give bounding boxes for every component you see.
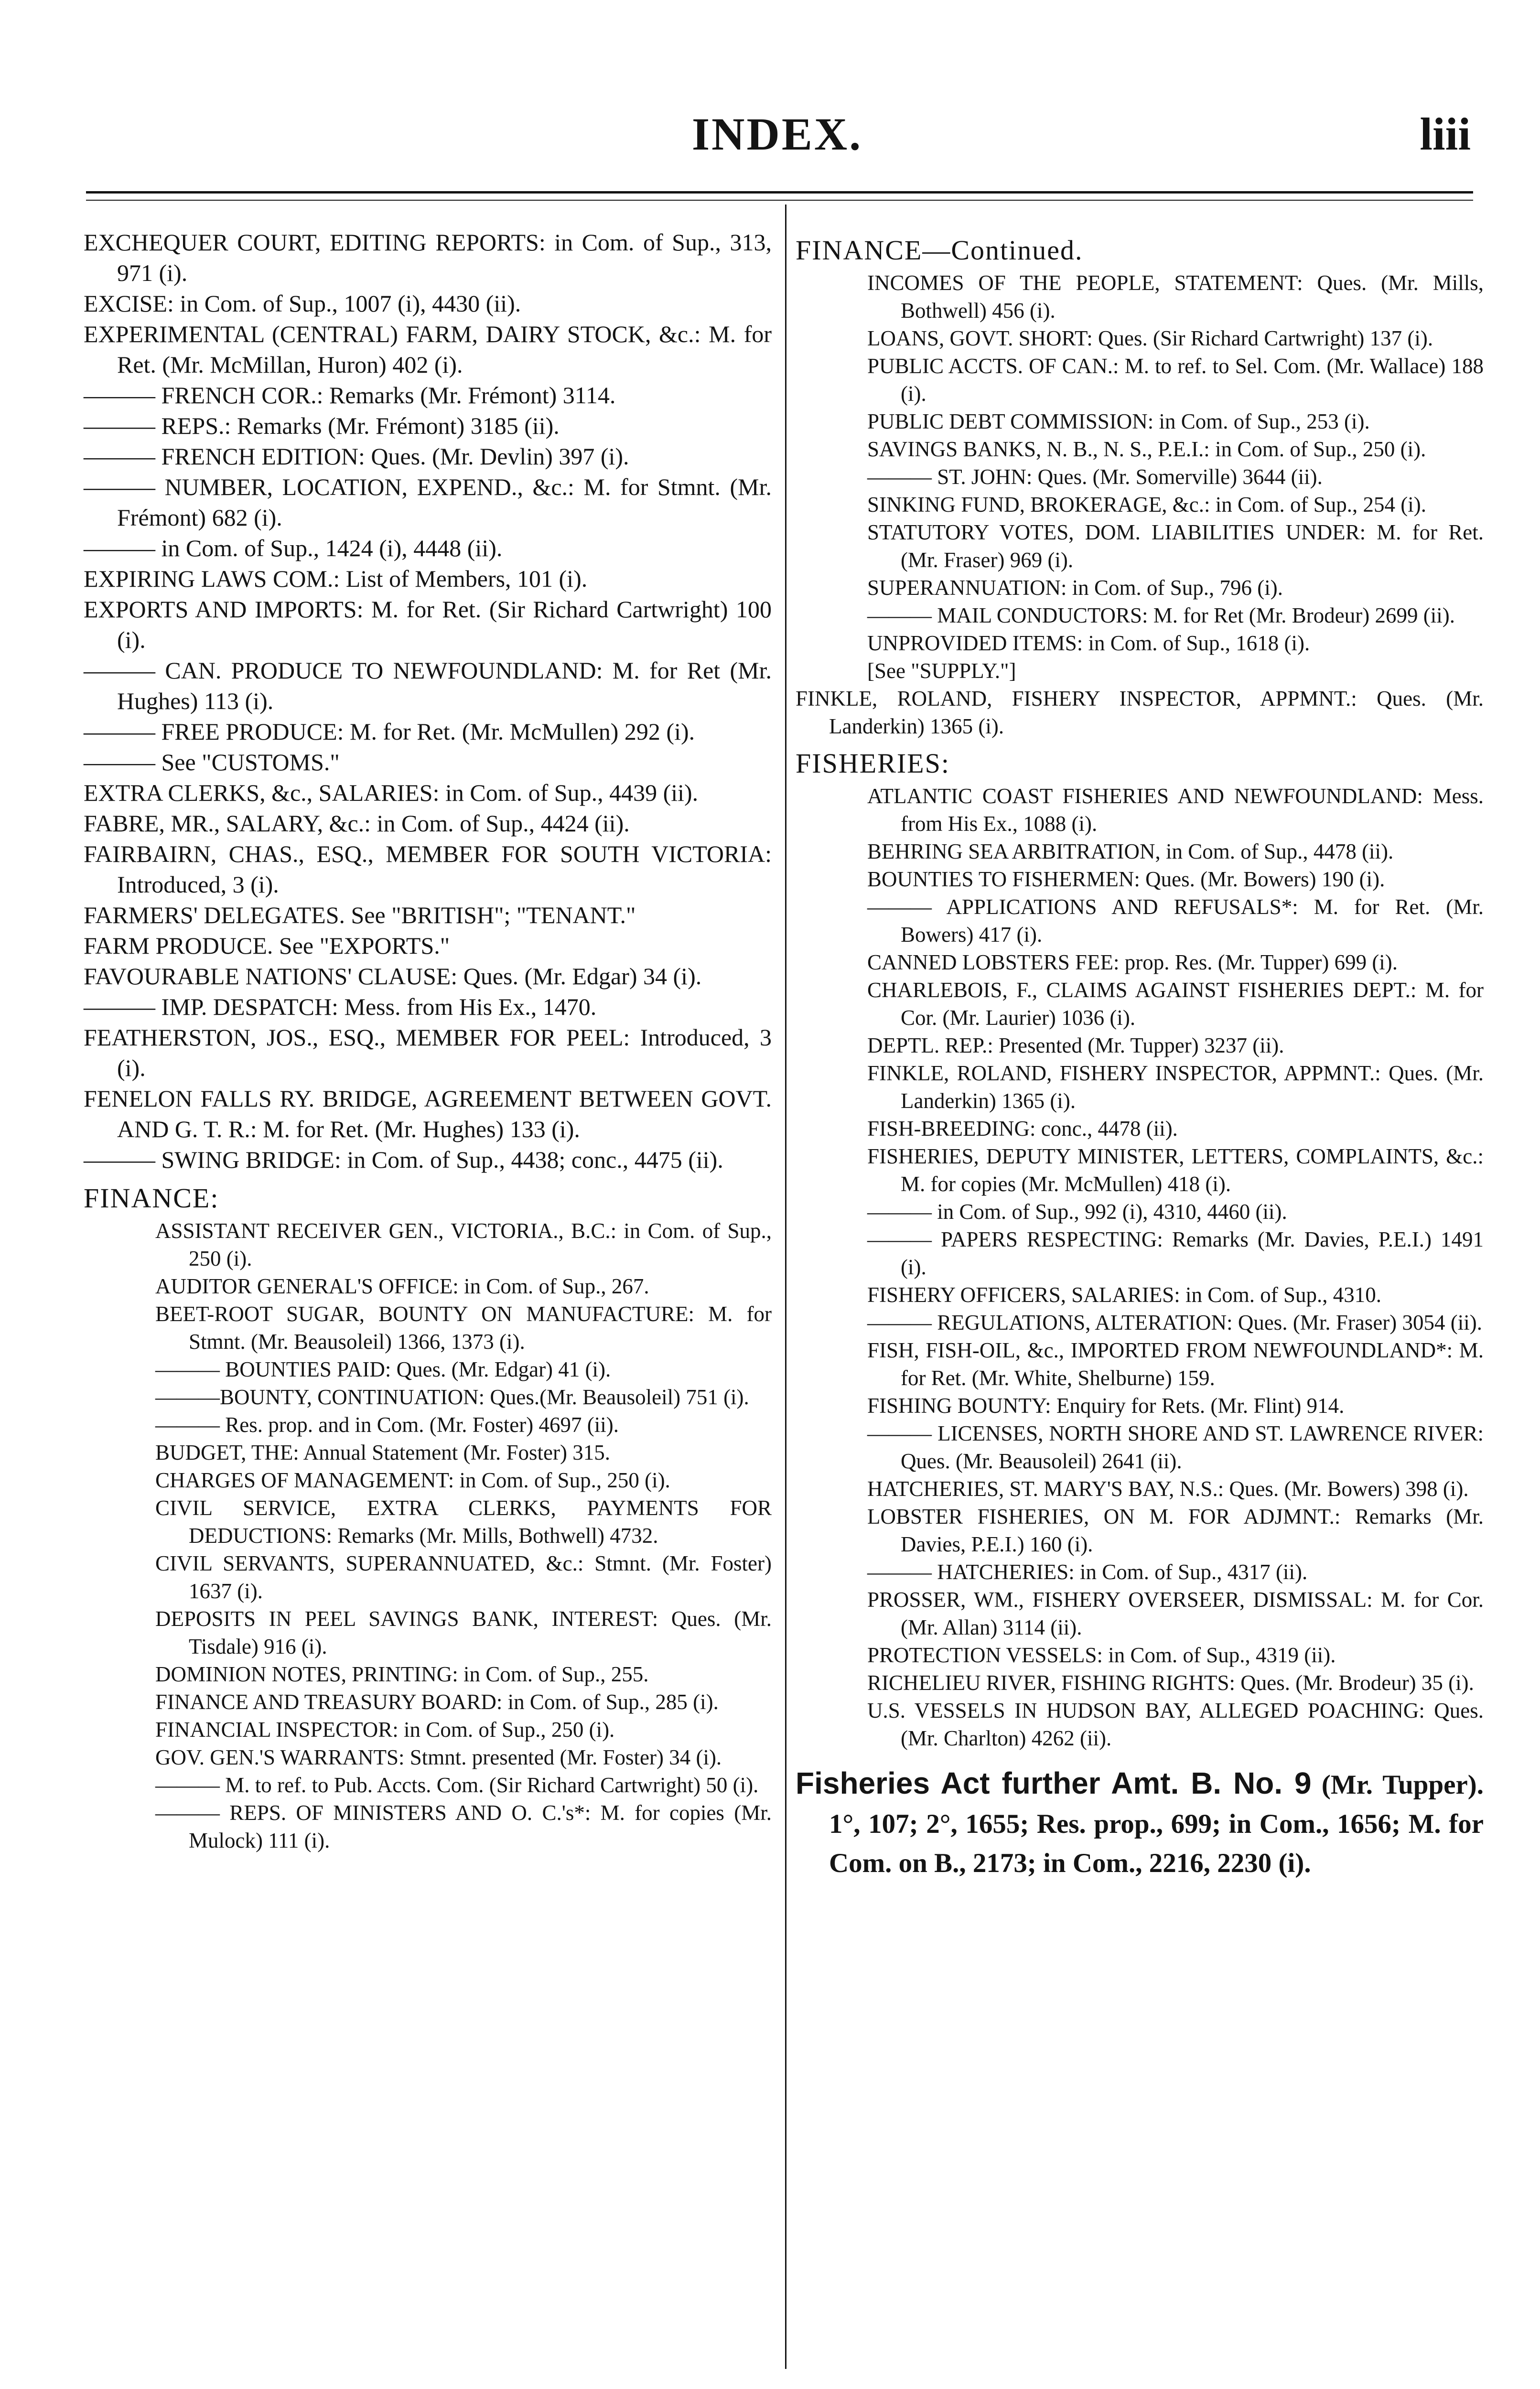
- index-entry: CHARLEBOIS, F., CLAIMS AGAINST FISHERIES DEPT.: M. for Cor. (Mr. Laurier) 1036 (i).: [867, 978, 1484, 1030]
- page-number: liii: [1420, 108, 1471, 160]
- index-entry: ——— in Com. of Sup., 992 (i), 4310, 4460 (ii).: [867, 1200, 1287, 1224]
- index-entry: U.S. VESSELS IN HUDSON BAY, ALLEGED POACHING: Ques. (Mr. Charlton) 4262 (ii).: [867, 1699, 1484, 1750]
- index-entry: FINANCIAL INSPECTOR: in Com. of Sup., 250 (i).: [155, 1718, 615, 1742]
- index-entry: DEPTL. REP.: Presented (Mr. Tupper) 3237 (ii).: [867, 1033, 1284, 1057]
- index-entry: ——— LICENSES, NORTH SHORE AND ST. LAWRENCE RIVER: Ques. (Mr. Beausoleil) 2641 (ii).: [867, 1421, 1484, 1473]
- index-entry: ——— REGULATIONS, ALTERATION: Ques. (Mr. Fraser) 3054 (ii).: [867, 1311, 1482, 1334]
- index-entry: STATUTORY VOTES, DOM. LIABILITIES UNDER: M. for Ret. (Mr. Fraser) 969 (i).: [867, 520, 1484, 572]
- index-entry: FISH-BREEDING: conc., 4478 (ii).: [867, 1117, 1178, 1141]
- index-entry: CIVIL SERVANTS, SUPERANNUATED, &c.: Stmnt. (Mr. Foster) 1637 (i).: [155, 1551, 772, 1603]
- index-entry: ——— M. to ref. to Pub. Accts. Com. (Sir Richard Cartwright) 50 (i).: [155, 1773, 759, 1797]
- index-entry: INCOMES OF THE PEOPLE, STATEMENT: Ques. (Mr. Mills, Bothwell) 456 (i).: [867, 271, 1484, 323]
- index-entry: ——— in Com. of Sup., 1424 (i), 4448 (ii).: [84, 535, 503, 561]
- index-entry: [See "SUPPLY."]: [867, 659, 1016, 683]
- index-entry: ——— REPS.: Remarks (Mr. Frémont) 3185 (ii).: [84, 412, 560, 439]
- index-entry: EXTRA CLERKS, &c., SALARIES: in Com. of Sup., 4439 (ii).: [84, 779, 699, 806]
- index-entry: ——— IMP. DESPATCH: Mess. from His Ex., 1470.: [84, 993, 597, 1020]
- left-entry-list: [84, 227, 772, 1175]
- index-entry: LOBSTER FISHERIES, ON M. FOR ADJMNT.: Remarks (Mr. Davies, P.E.I.) 160 (i).: [867, 1505, 1484, 1556]
- index-entry: FINANCE AND TREASURY BOARD: in Com. of Sup., 285 (i).: [155, 1690, 719, 1714]
- index-entry: FARM PRODUCE. See "EXPORTS.": [84, 932, 450, 959]
- index-entry: ——— FRENCH EDITION: Ques. (Mr. Devlin) 397 (i).: [84, 443, 629, 470]
- header-rule-thick: [86, 191, 1473, 194]
- index-entry: ———BOUNTY, CONTINUATION: Ques.(Mr. Beausoleil) 751 (i).: [155, 1385, 749, 1409]
- index-entry: FEATHERSTON, JOS., ESQ., MEMBER FOR PEEL: Introduced, 3 (i).: [84, 1024, 772, 1081]
- finance-heading: FINANCE:: [84, 1183, 219, 1214]
- index-entry: BUDGET, THE: Annual Statement (Mr. Foster) 315.: [155, 1441, 610, 1464]
- left-column: [84, 227, 772, 1854]
- index-entry: ——— REPS. OF MINISTERS AND O. C.'s*: M. for copies (Mr. Mulock) 111 (i).: [155, 1801, 772, 1852]
- index-entry: BOUNTIES TO FISHERMEN: Ques. (Mr. Bowers) 190 (i).: [867, 867, 1385, 891]
- index-entry: LOANS, GOVT. SHORT: Ques. (Sir Richard Cartwright) 137 (i).: [867, 326, 1433, 350]
- index-entry: RICHELIEU RIVER, FISHING RIGHTS: Ques. (Mr. Brodeur) 35 (i).: [867, 1671, 1474, 1695]
- index-entry: SUPERANNUATION: in Com. of Sup., 796 (i).: [867, 576, 1283, 600]
- finkle-entry: FINKLE, ROLAND, FISHERY INSPECTOR, APPMNT.: Ques. (Mr. Landerkin) 1365 (i).: [796, 687, 1484, 738]
- index-entry: ——— BOUNTIES PAID: Ques. (Mr. Edgar) 41 (i).: [155, 1357, 611, 1381]
- index-entry: ATLANTIC COAST FISHERIES AND NEWFOUNDLAND: Mess. from His Ex., 1088 (i).: [867, 784, 1484, 836]
- act-text: (Mr. Tupper). 1°, 107; 2°, 1655; Res. prop., 699; in Com., 1656; M. for Com. on B., 2173; in Com., 2216, 2230 (i).: [829, 1770, 1484, 1878]
- index-entry: ——— Res. prop. and in Com. (Mr. Foster) 4697 (ii).: [155, 1413, 619, 1437]
- fisheries-entry-list: [796, 782, 1484, 1752]
- index-entry: CHARGES OF MANAGEMENT: in Com. of Sup., 250 (i).: [155, 1468, 670, 1492]
- right-column: [796, 227, 1484, 1883]
- act-title: Fisheries Act further Amt. B. No. 9: [796, 1766, 1312, 1800]
- index-entry: EXPERIMENTAL (CENTRAL) FARM, DAIRY STOCK, &c.: M. for Ret. (Mr. McMillan, Huron) 402 (i).: [84, 321, 772, 378]
- index-entry: FABRE, MR., SALARY, &c.: in Com. of Sup., 4424 (ii).: [84, 810, 630, 837]
- index-entry: FAVOURABLE NATIONS' CLAUSE: Ques. (Mr. Edgar) 34 (i).: [84, 963, 702, 990]
- index-entry: BEET-ROOT SUGAR, BOUNTY ON MANUFACTURE: M. for Stmnt. (Mr. Beausoleil) 1366, 1373 (i).: [155, 1302, 772, 1354]
- index-entry: ——— APPLICATIONS AND REFUSALS*: M. for Ret. (Mr. Bowers) 417 (i).: [867, 895, 1484, 947]
- index-entry: FISHING BOUNTY: Enquiry for Rets. (Mr. Flint) 914.: [867, 1394, 1345, 1418]
- index-entry: FARMERS' DELEGATES. See "BRITISH"; "TENANT.": [84, 902, 636, 928]
- index-entry: ——— SWING BRIDGE: in Com. of Sup., 4438; conc., 4475 (ii).: [84, 1146, 723, 1173]
- header-rule-thin: [86, 200, 1473, 201]
- index-entry: EXPIRING LAWS COM.: List of Members, 101 (i).: [84, 565, 588, 592]
- index-entry: BEHRING SEA ARBITRATION, in Com. of Sup., 4478 (ii).: [867, 839, 1394, 863]
- index-entry: FISHERY OFFICERS, SALARIES: in Com. of Sup., 4310.: [867, 1283, 1382, 1307]
- index-entry: EXCISE: in Com. of Sup., 1007 (i), 4430 (ii).: [84, 290, 521, 317]
- index-entry: FENELON FALLS RY. BRIDGE, AGREEMENT BETWEEN GOVT. AND G. T. R.: M. for Ret. (Mr. Hughes) 133 (i).: [84, 1085, 772, 1142]
- finance-entry-list: [84, 1217, 772, 1854]
- index-entry: EXCHEQUER COURT, EDITING REPORTS: in Com. of Sup., 313, 971 (i).: [84, 229, 772, 286]
- fisheries-heading: FISHERIES:: [796, 748, 950, 779]
- index-entry: DEPOSITS IN PEEL SAVINGS BANK, INTEREST: Ques. (Mr. Tisdale) 916 (i).: [155, 1607, 772, 1658]
- index-entry: ——— HATCHERIES: in Com. of Sup., 4317 (ii).: [867, 1560, 1308, 1584]
- finance-continued-list: [796, 269, 1484, 685]
- index-entry: ——— ST. JOHN: Ques. (Mr. Somerville) 3644 (ii).: [867, 465, 1323, 489]
- page-header: [84, 98, 1471, 174]
- index-entry: FAIRBAIRN, CHAS., ESQ., MEMBER FOR SOUTH VICTORIA: Introduced, 3 (i).: [84, 840, 772, 898]
- index-entry: CANNED LOBSTERS FEE: prop. Res. (Mr. Tupper) 699 (i).: [867, 950, 1398, 974]
- index-entry: DOMINION NOTES, PRINTING: in Com. of Sup., 255.: [155, 1662, 649, 1686]
- index-entry: ——— FRENCH COR.: Remarks (Mr. Frémont) 3114.: [84, 382, 616, 409]
- index-entry: ——— See "CUSTOMS.": [84, 749, 340, 775]
- index-entry: UNPROVIDED ITEMS: in Com. of Sup., 1618 (i).: [867, 631, 1310, 655]
- index-entry: PUBLIC ACCTS. OF CAN.: M. to ref. to Sel. Com. (Mr. Wallace) 188 (i).: [867, 354, 1484, 406]
- index-entry: SINKING FUND, BROKERAGE, &c.: in Com. of Sup., 254 (i).: [867, 493, 1426, 517]
- finance-continued-heading: FINANCE—Continued.: [796, 235, 1083, 266]
- index-entry: EXPORTS AND IMPORTS: M. for Ret. (Sir Richard Cartwright) 100 (i).: [84, 596, 772, 653]
- index-entry: CIVIL SERVICE, EXTRA CLERKS, PAYMENTS FOR DEDUCTIONS: Remarks (Mr. Mills, Bothwell) 4732.: [155, 1496, 772, 1548]
- index-entry: ——— MAIL CONDUCTORS: M. for Ret (Mr. Brodeur) 2699 (ii).: [867, 603, 1455, 627]
- page-title: INDEX.: [691, 108, 863, 160]
- index-entry: FINKLE, ROLAND, FISHERY INSPECTOR, APPMNT.: Ques. (Mr. Landerkin) 1365 (i).: [867, 1061, 1484, 1113]
- index-entry: ——— FREE PRODUCE: M. for Ret. (Mr. McMullen) 292 (i).: [84, 718, 695, 745]
- index-entry: PROTECTION VESSELS: in Com. of Sup., 4319 (ii).: [867, 1643, 1336, 1667]
- index-entry: HATCHERIES, ST. MARY'S BAY, N.S.: Ques. (Mr. Bowers) 398 (i).: [867, 1477, 1469, 1501]
- index-entry: GOV. GEN.'S WARRANTS: Stmnt. presented (Mr. Foster) 34 (i).: [155, 1745, 722, 1769]
- index-entry: ASSISTANT RECEIVER GEN., VICTORIA., B.C.: in Com. of Sup., 250 (i).: [155, 1219, 772, 1270]
- index-entry: ——— NUMBER, LOCATION, EXPEND., &c.: M. for Stmnt. (Mr. Frémont) 682 (i).: [84, 473, 772, 531]
- index-entry: ——— CAN. PRODUCE TO NEWFOUNDLAND: M. for Ret (Mr. Hughes) 113 (i).: [84, 657, 772, 714]
- index-entry: ——— PAPERS RESPECTING: Remarks (Mr. Davies, P.E.I.) 1491 (i).: [867, 1227, 1484, 1279]
- index-entry: FISHERIES, DEPUTY MINISTER, LETTERS, COMPLAINTS, &c.: M. for copies (Mr. McMullen) 418 (i).: [867, 1144, 1484, 1196]
- index-entry: AUDITOR GENERAL'S OFFICE: in Com. of Sup., 267.: [155, 1274, 649, 1298]
- index-entry: SAVINGS BANKS, N. B., N. S., P.E.I.: in Com. of Sup., 250 (i).: [867, 437, 1426, 461]
- index-entry: PUBLIC DEBT COMMISSION: in Com. of Sup., 253 (i).: [867, 409, 1370, 433]
- index-entry: PROSSER, WM., FISHERY OVERSEER, DISMISSAL: M. for Cor. (Mr. Allan) 3114 (ii).: [867, 1588, 1484, 1639]
- index-entry: FISH, FISH-OIL, &c., IMPORTED FROM NEWFOUNDLAND*: M. for Ret. (Mr. White, Shelburne) 159.: [867, 1338, 1484, 1390]
- act-entry: [796, 1764, 1484, 1883]
- column-divider: [785, 204, 786, 2369]
